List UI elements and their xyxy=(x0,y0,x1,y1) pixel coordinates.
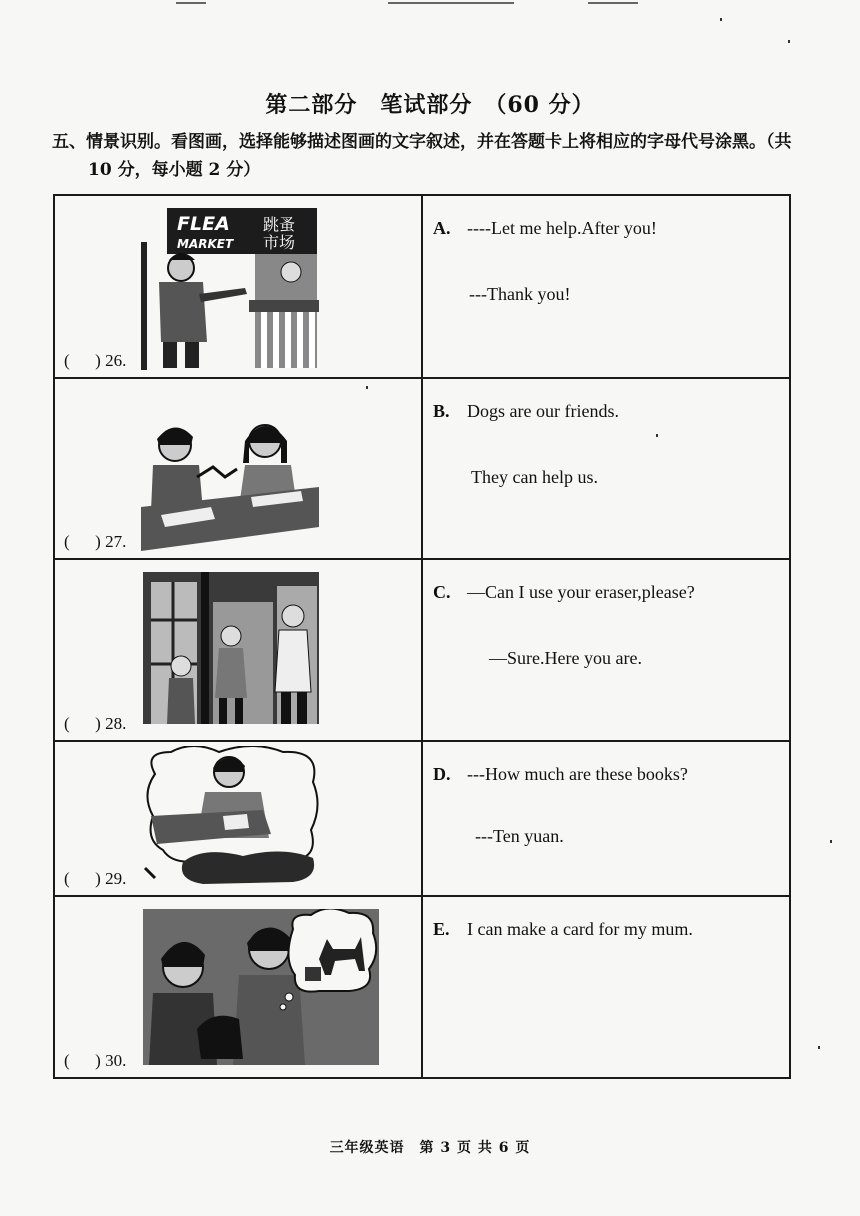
question-row-30 xyxy=(54,896,790,1078)
option-d-line1: ---How much are these books? xyxy=(467,764,688,784)
option-d-line2: ---Ten yuan. xyxy=(475,826,564,846)
option-cell-b xyxy=(422,378,790,559)
option-cell-a xyxy=(422,195,790,378)
option-letter-d: D. xyxy=(433,764,451,784)
option-letter-a: A. xyxy=(433,218,451,238)
scan-speck xyxy=(720,18,722,21)
option-b-line2: They can help us. xyxy=(471,467,598,487)
scan-speck xyxy=(788,40,790,43)
option-e-line1: I can make a card for my mum. xyxy=(467,919,693,939)
scan-speck xyxy=(818,1046,820,1049)
option-letter-e: E. xyxy=(433,919,450,939)
dog-helper-illustration xyxy=(143,909,379,1065)
picture-cell-30 xyxy=(54,896,422,1078)
option-a-line1: ----Let me help.After you! xyxy=(467,218,657,238)
question-row-29 xyxy=(54,741,790,896)
question-number-27: ( ) 27. xyxy=(64,532,127,551)
svg-text:MARKET: MARKET xyxy=(177,237,234,251)
top-scan-marks xyxy=(0,2,860,8)
option-cell-d xyxy=(422,741,790,896)
option-c-line2: —Sure.Here you are. xyxy=(489,648,642,668)
option-a-line2: ---Thank you! xyxy=(469,284,571,304)
question-number-26: ( ) 26. xyxy=(64,351,127,370)
scan-speck xyxy=(366,386,368,389)
scan-speck xyxy=(656,434,658,437)
svg-text:跳蚤: 跳蚤 xyxy=(263,215,296,234)
page-footer: 三年级英语 第 3 页 共 6 页 xyxy=(329,1140,531,1156)
doorway-illustration xyxy=(143,572,319,724)
svg-text:FLEA: FLEA xyxy=(177,213,230,235)
question-row-26 xyxy=(54,195,790,378)
card-making-illustration xyxy=(143,746,323,890)
option-letter-b: B. xyxy=(433,401,450,421)
question-row-27 xyxy=(54,378,790,559)
option-cell-e xyxy=(422,896,790,1078)
flea-market-illustration xyxy=(141,202,321,370)
picture-cell-26 xyxy=(54,195,422,378)
svg-text:市场: 市场 xyxy=(263,233,296,252)
picture-cell-29 xyxy=(54,741,422,896)
section-title: 第二部分 笔试部分 （60 分） xyxy=(265,92,595,118)
option-c-line1: —Can I use your eraser,please? xyxy=(467,582,695,602)
question-number-30: ( ) 30. xyxy=(64,1051,127,1070)
question-number-28: ( ) 28. xyxy=(64,714,127,733)
scan-speck xyxy=(830,840,832,843)
picture-cell-28 xyxy=(54,559,422,741)
option-cell-c xyxy=(422,559,790,741)
option-letter-c: C. xyxy=(433,582,451,602)
picture-cell-27 xyxy=(54,378,422,559)
question-number-29: ( ) 29. xyxy=(64,869,127,888)
option-b-line1: Dogs are our friends. xyxy=(467,401,619,421)
question-table xyxy=(53,194,791,1079)
instructions: 五、情景识别。看图画，选择能够描述图画的文字叙述，并在答题卡上将相应的字母代号涂黑。（共 10 分，每小题 2 分） xyxy=(52,132,792,180)
question-row-28 xyxy=(54,559,790,741)
classroom-illustration xyxy=(141,415,319,551)
